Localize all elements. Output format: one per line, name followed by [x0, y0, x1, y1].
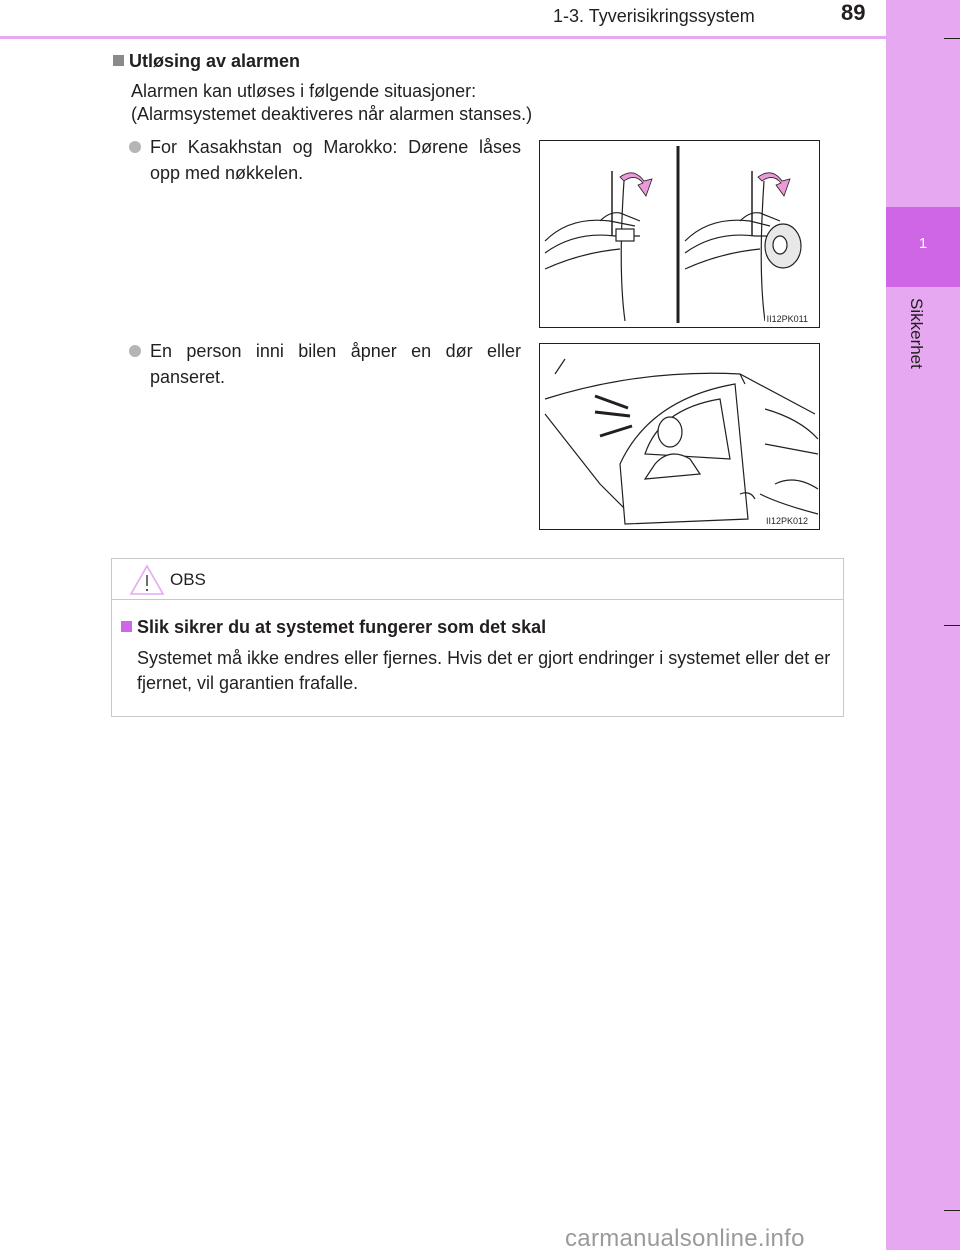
header-rule [0, 36, 886, 39]
edge-tick [944, 625, 960, 626]
intro-paragraph [131, 80, 532, 126]
watermark: carmanualsonline.info [565, 1225, 805, 1252]
notice-heading-text: Slik sikrer du at systemet fungerer som det skal [137, 617, 547, 637]
figure-door-open [539, 343, 820, 530]
warning-triangle-icon [129, 564, 165, 596]
figure-code: II12PK011 [766, 314, 808, 324]
key-unlock-illustration [540, 141, 819, 327]
chapter-label: Sikkerhet [907, 298, 926, 369]
list-item [129, 338, 521, 390]
chapter-number: 1 [918, 235, 928, 252]
notice-heading [121, 617, 546, 638]
door-open-illustration [540, 344, 819, 529]
round-bullet-icon [129, 141, 141, 153]
notice-header [112, 559, 843, 600]
edge-tick [944, 38, 960, 39]
notice-title: OBS [170, 570, 206, 589]
notice-body: Systemet må ikke endres eller fjernes. Hvis det er gjort endringer i systemet eller det er fjernet, vil garantien frafalle. [137, 648, 831, 693]
intro-line: Alarmen kan utløses i følgende situasjoner: [131, 81, 477, 101]
section-heading-text: Utløsing av alarmen [129, 51, 301, 71]
chapter-tab [886, 207, 960, 287]
list-item-text: En person inni bilen åpner en dør eller panseret. [150, 341, 521, 387]
figure-code: II12PK012 [765, 516, 808, 526]
notice-box [111, 558, 844, 717]
section-heading [113, 51, 300, 72]
list-item-text: For Kasakhstan og Marokko: Dørene låses opp med nøkkelen. [150, 137, 521, 183]
page-number: 89 [841, 0, 866, 25]
figure-key-unlock [539, 140, 820, 328]
square-bullet-icon [121, 621, 132, 632]
round-bullet-icon [129, 345, 141, 357]
edge-tick [944, 1210, 960, 1211]
intro-line: (Alarmsystemet deaktiveres når alarmen stanses.) [131, 104, 533, 124]
section-title: 1-3. Tyverisikringssystem [553, 6, 755, 26]
square-bullet-icon [113, 55, 124, 66]
list-item [129, 134, 521, 186]
